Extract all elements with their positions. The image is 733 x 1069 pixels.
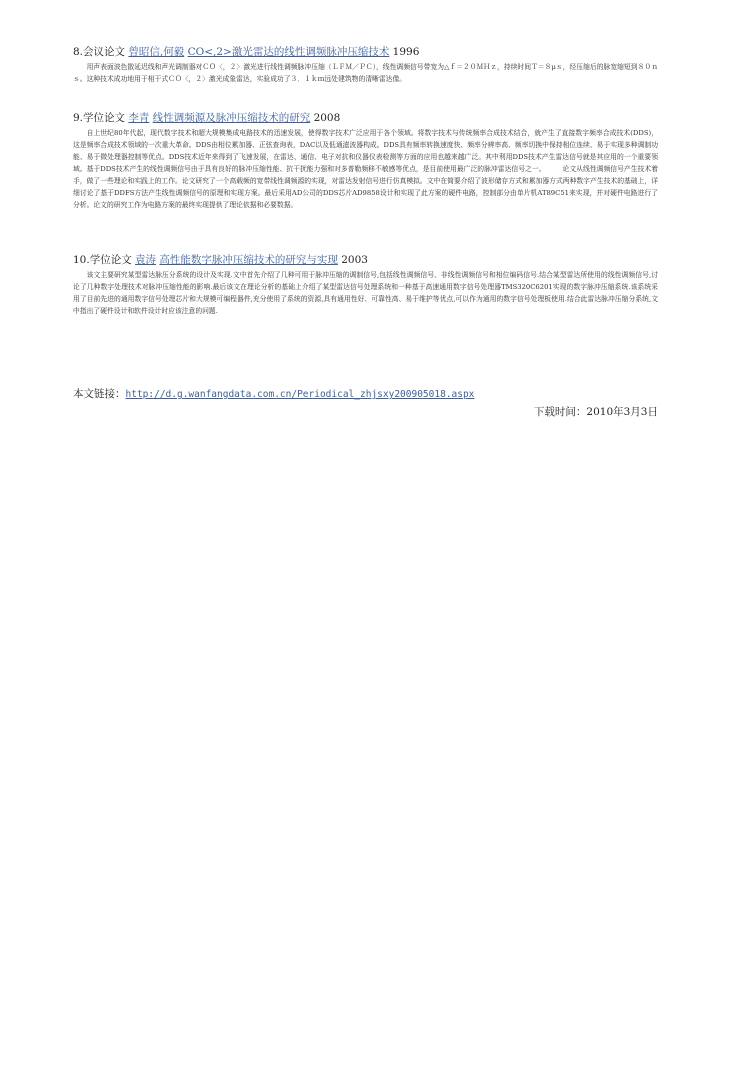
download-time: 下载时间：2010年3月3日 bbox=[533, 406, 658, 418]
entry-year: 2003 bbox=[341, 254, 368, 266]
entry-type: 9.学位论文 bbox=[73, 112, 126, 124]
article-link-url[interactable]: http://d.g.wanfangdata.com.cn/Periodical_zhjsxy200905018.aspx bbox=[125, 389, 475, 400]
reference-entry-10 bbox=[73, 252, 658, 317]
entry-authors-link[interactable]: 曾昭信,何毅 bbox=[128, 46, 185, 58]
entry-title-link[interactable]: CO<,2>激光雷达的线性调频脉冲压缩技术 bbox=[187, 46, 390, 58]
article-link-label: 本文链接： bbox=[73, 388, 126, 400]
reference-entry-9 bbox=[73, 110, 658, 211]
entry-heading bbox=[73, 110, 658, 126]
entry-title-link[interactable]: 线性调频源及脉冲压缩技术的研究 bbox=[152, 112, 311, 124]
entry-title-link[interactable]: 高性能数字脉冲压缩技术的研究与实现 bbox=[159, 254, 338, 266]
entry-heading bbox=[73, 252, 658, 268]
entry-year: 2008 bbox=[313, 112, 341, 124]
entry-abstract: 用声表面波色散延迟线和声光调制器对ＣＯ〈，２〉激光进行线性调频脉冲压缩（ＬＦＭ／ＰＣ），线性调频信号带宽为△ｆ＝２０ＭＨｚ，持续时间Ｔ＝８μｓ，经压缩后的脉宽缩短到８０ｎｓ。这种技术成功地用于相干式ＣＯ〈，２〉激光成象雷达，实验成功了３．１ｋｍ远处建筑物的清晰雷达像。 bbox=[73, 63, 658, 83]
entry-authors-link[interactable]: 袁涛 bbox=[135, 254, 157, 266]
entry-abstract: 该文主要研究某型雷达脉压分系统的设计及实现.文中首先介绍了几种可用于脉冲压缩的调制信号,包括线性调频信号、非线性调频信号和相位编码信号.结合某型雷达所使用的线性调频信号,讨论了几种数字处理技术对脉冲压缩性能的影响.最后该文在理论分析的基础上介绍了某型雷达信号处理系统和一种基于高速通用数字信号处理器TMS320C6201实现的数字脉冲压缩系统.该系统采用了目前先进的通用数字信号处理芯片和大规模可编程器件,充分使用了系统的资源,具有通用性好、可靠性高、易于维护等优点,可以作为通用的数字信号处理板使用.结合此雷达脉冲压缩分系统,文中指出了硬件设计和软件设计时应该注意的问题. bbox=[73, 271, 658, 315]
entry-year: 1996 bbox=[392, 46, 420, 58]
entry-heading bbox=[73, 44, 658, 60]
entry-type: 10.学位论文 bbox=[73, 254, 132, 266]
reference-entry-8 bbox=[73, 44, 658, 85]
entry-type: 8.会议论文 bbox=[73, 46, 126, 58]
entry-abstract: 自上世纪80年代起，现代数字技术和超大规模集成电路技术的迅速发展，使得数字技术广泛应用于各个领域。将数字技术与传统频率合成技术结合，就产生了直接数字频率合成技术(DDS)，这是频率合成技术领域的一次重大革命。DDS由相位累加器、正弦查询表，DAC以及低通滤波器构成。DDS具有频率转换速度快、频率分辨率高、频率切换中保持相位连续、易于实现多种调制功能、易于微处理器控制等优点。DDS技术近年来得到了飞速发展，在雷达、通信、电子对抗和仪器仪表检测等方面的应用也越来越广泛。其中利用DDS技术产生雷达信号就是其应用的一个重要领域。基于DDS技术产生的线性调频信号由于具有良好的脉冲压缩性能、抗干扰能力强和对多普勒频移不敏感等优点，是目前使用最广泛的脉冲雷达信号之一。 论文从线性调频信号产生技术着手，做了一些理论和实践上的工作。论文研究了一个高载频的宽带线性调频源的实现，对雷达发射信号进行仿真模拟。文中在简要介绍了波形储存方式和累加器方式两种数字产生技术的基础上，详细讨论了基于DDFS方法产生线性调频信号的原理和实现方案。最后采用AD公司的DDS芯片AD9858设计和实现了此方案的硬件电路，控制部分由单片机AT89C51来实现，并对硬件电路进行了分析。论文的研究工作为电路方案的最终实现提供了理论依据和必要数据。 bbox=[73, 129, 658, 209]
article-link-line bbox=[73, 386, 474, 403]
entry-authors-link[interactable]: 李青 bbox=[128, 112, 150, 124]
